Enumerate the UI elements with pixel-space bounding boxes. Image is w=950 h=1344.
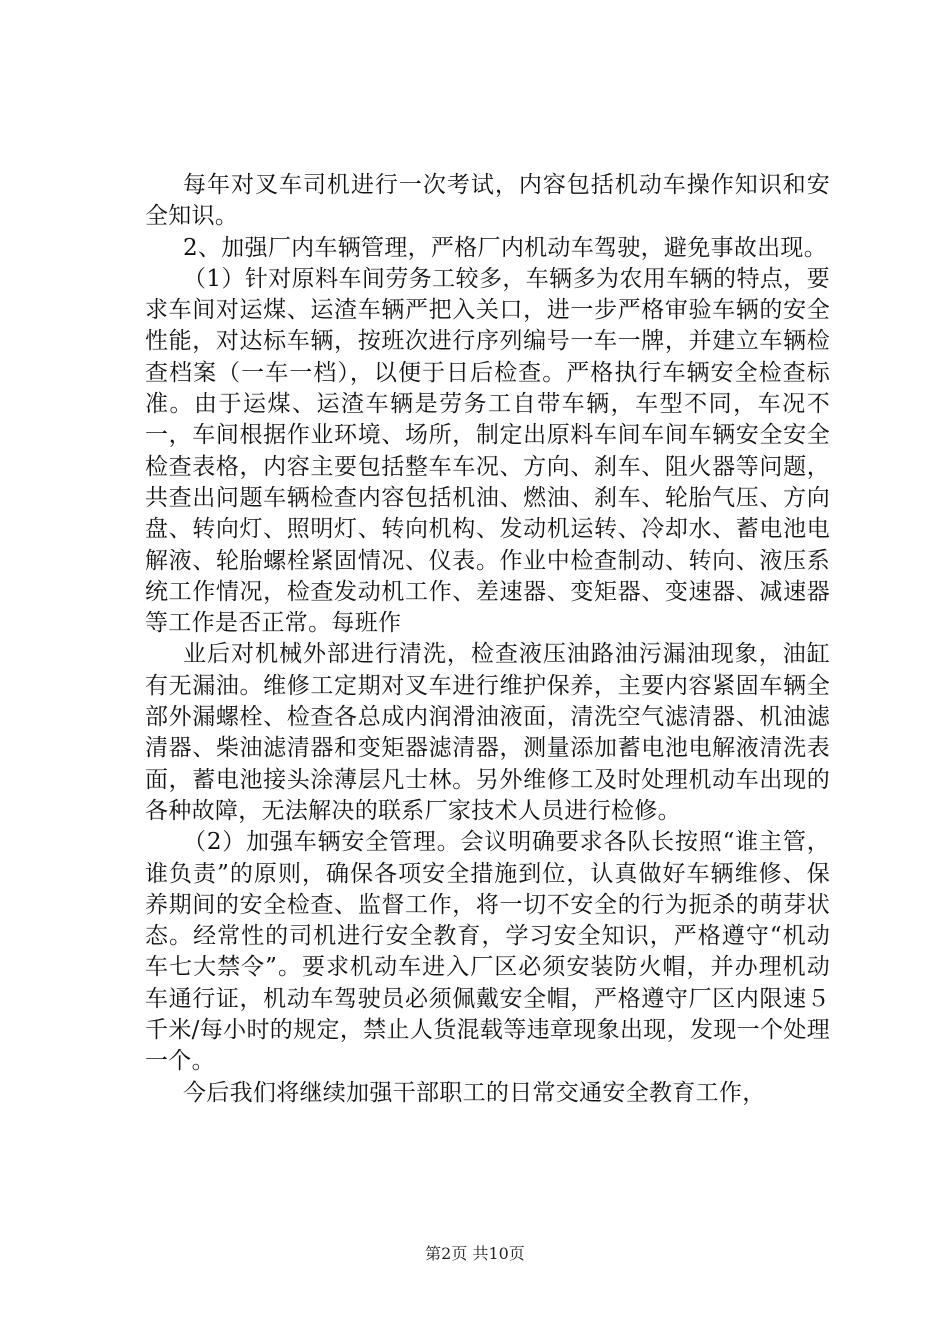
paragraph-future-work: 今后我们将继续加强干部职工的日常交通安全教育工作，	[183, 1079, 766, 1106]
paragraph-maintenance: 业后对机械外部进行清洗，检查液压油路油污漏油现象，油缸有无漏油。维修工定期对叉车进行维护保养，主要内容紧固车辆全部外漏螺栓、检查各总成内润滑油液面，清洗空气滤清器、机油滤清器、柴油滤清器和变矩器滤清器，测量添加蓄电池电解液清洗表面，蓄电池接头涂薄层凡士林。另外维修工及时处理机动车出现的各种故障，无法解决的联系厂家技术人员进行检修。	[145, 641, 830, 824]
document-body	[145, 170, 830, 1109]
paragraph-raw-material-workshop: （1）针对原料车间劳务工较多，车辆多为农用车辆的特点，要求车间对运煤、运渣车辆严把入关口，进一步严格审验车辆的安全性能，对达标车辆，按班次进行序列编号一车一牌，并建立车辆检查档案（一车一档），以便于日后检查。严格执行车辆安全检查标准。由于运煤、运渣车辆是劳务工自带车辆，车型不同，车况不一，车间根据作业环境、场所，制定出原料车间车间车辆安全安全检查表格，内容主要包括整车车况、方向、刹车、阻火器等问题，共查出问题车辆检查内容包括机油、燃油、刹车、轮胎气压、方向盘、转向灯、照明灯、转向机构、发动机运转、冷却水、蓄电池电解液、轮胎螺栓紧固情况、仪表。作业中检查制动、转向、液压系统工作情况，检查发动机工作、差速器、变矩器、变速器、减速器等工作是否正常。每班作	[145, 265, 830, 637]
paragraph-safety-management: （2）加强车辆安全管理。会议明确要求各队长按照“谁主管，谁负责”的原则，确保各项安全措施到位，认真做好车辆维修、保养期间的安全检查、监督工作，将一切不安全的行为扼杀的萌芽状态。经常性的司机进行安全教育，学习安全知识，严格遵守“机动车七大禁令”。要求机动车进入厂区必须安装防火帽，并办理机动车通行证，机动车驾驶员必须佩戴安全帽，严格遵守厂区内限速５千米/每小时的规定，禁止人货混载等违章现象出现，发现一个处理一个。	[145, 829, 830, 1075]
paragraph-vehicle-management: 2、加强厂内车辆管理，严格厂内机动车驾驶，避免事故出现。	[183, 234, 828, 261]
page-number-footer: 第2页 共10页	[425, 1244, 525, 1263]
paragraph-forklift-exam: 每年对叉车司机进行一次考试，内容包括机动车操作知识和安全知识。	[145, 172, 830, 230]
